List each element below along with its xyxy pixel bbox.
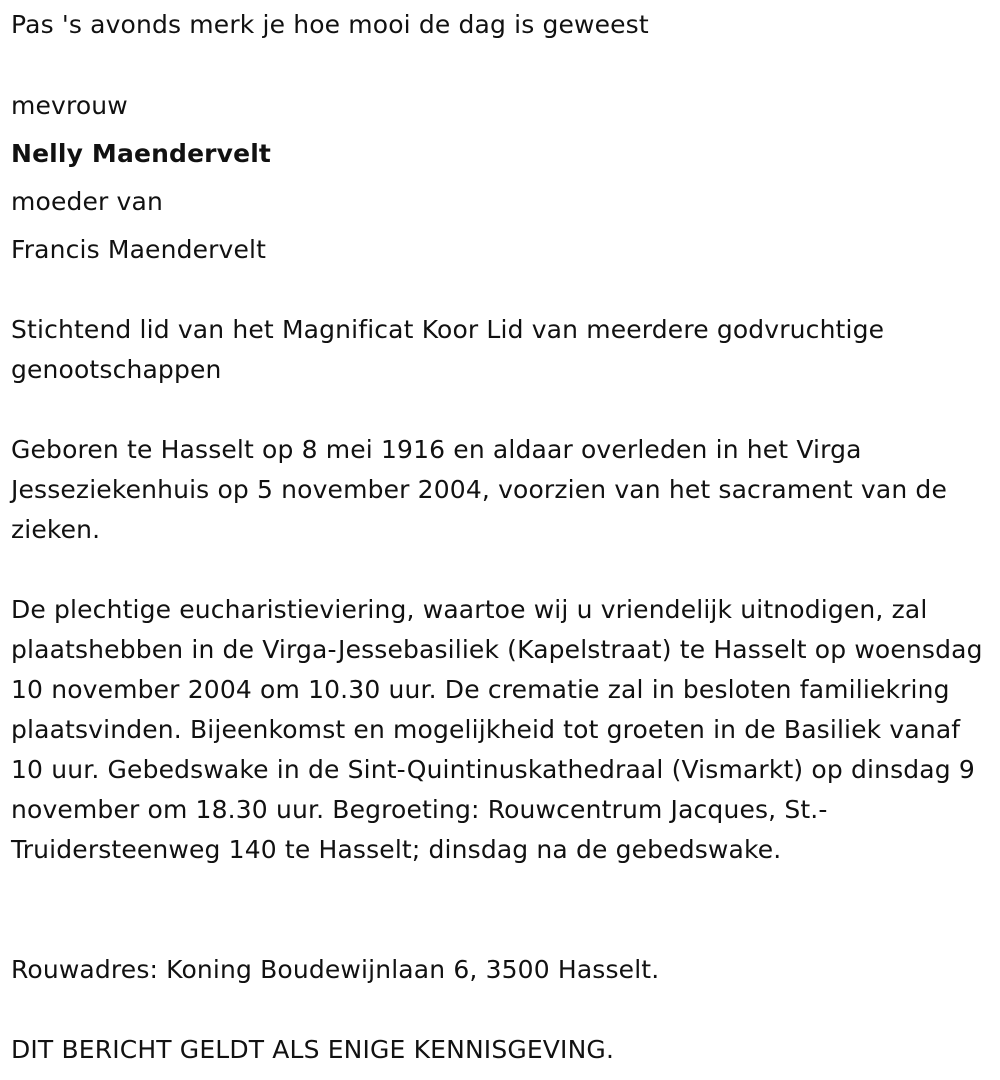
- deceased-name: Nelly Maendervelt: [11, 139, 272, 168]
- ceremony-paragraph: De plechtige eucharistieviering, waartoe wij u vriendelijk uitnodigen, zal plaatshebben in de Virga-Jessebasiliek (Kapelstraat) te Hasselt op woensdag 10 november 2004 om 10.30 uur. De crematie zal in besloten familiekring plaatsvinden. Bijeenkomst en mogelijkheid tot groeten in de Basiliek vanaf 10 uur. Gebedswake in de Sint-Quintinuskathedraal (Vismarkt) op dinsdag 9 november om 18.30 uur. Begroeting: Rouwcentrum Jacques, St.-Truidersteenweg 140 te Hasselt; dinsdag na de gebedswake.: [11, 595, 983, 864]
- mourning-address: Rouwadres: Koning Boudewijnlaan 6, 3500 Hasselt.: [11, 955, 660, 984]
- child-name: Francis Maendervelt: [11, 235, 267, 264]
- closing-statement: DIT BERICHT GELDT ALS ENIGE KENNISGEVING.: [11, 1035, 615, 1064]
- honorific: mevrouw: [11, 91, 128, 120]
- life-dates-paragraph: Geboren te Hasselt op 8 mei 1916 en aldaar overleden in het Virga Jesseziekenhuis op 5 november 2004, voorzien van het sacrament van de zieken.: [11, 435, 947, 544]
- epigraph: Pas 's avonds merk je hoe mooi de dag is geweest: [11, 10, 649, 39]
- relation-text: moeder van: [11, 187, 163, 216]
- memberships-paragraph: Stichtend lid van het Magnificat Koor Lid van meerdere godvruchtige genootschappen: [11, 315, 885, 384]
